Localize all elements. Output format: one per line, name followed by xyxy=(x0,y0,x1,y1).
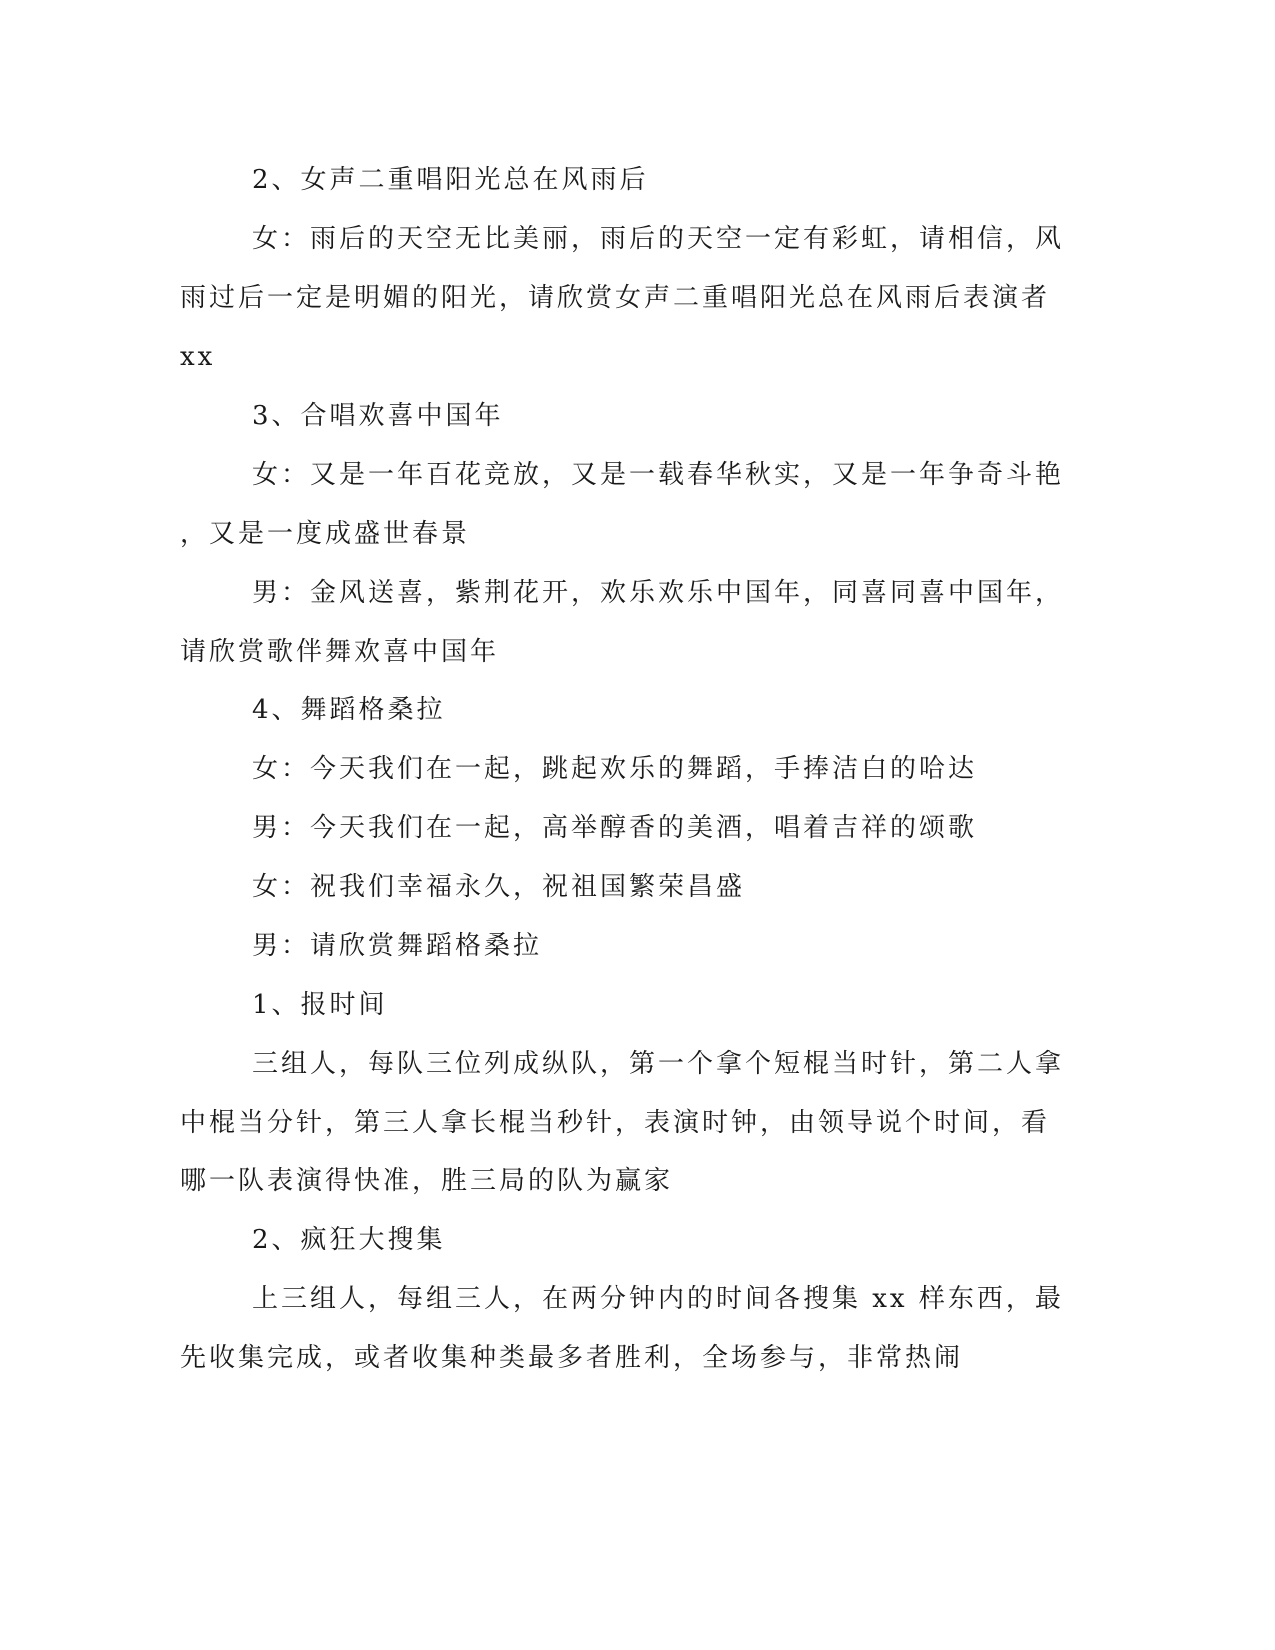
heading-item-1-time: 1、报时间 xyxy=(252,990,388,1020)
paragraph-line: ，又是一度成盛世春景 xyxy=(180,519,471,549)
paragraph-line: 男：请欣赏舞蹈格桑拉 xyxy=(252,931,543,961)
heading-item-2-duet: 2、女声二重唱阳光总在风雨后 xyxy=(252,165,649,195)
paragraph-line: 女：雨后的天空无比美丽，雨后的天空一定有彩虹，请相信，风 xyxy=(252,224,1065,254)
paragraph-line: 哪一队表演得快准，胜三局的队为赢家 xyxy=(180,1166,674,1196)
heading-item-2-collect: 2、疯狂大搜集 xyxy=(252,1225,446,1255)
paragraph-line: 雨过后一定是明媚的阳光，请欣赏女声二重唱阳光总在风雨后表演者 xyxy=(180,283,1051,313)
paragraph-line: 三组人，每队三位列成纵队，第一个拿个短棍当时针，第二人拿 xyxy=(252,1049,1065,1079)
paragraph-line: 女：今天我们在一起，跳起欢乐的舞蹈，手捧洁白的哈达 xyxy=(252,754,978,784)
paragraph-line: 请欣赏歌伴舞欢喜中国年 xyxy=(180,637,500,667)
paragraph-line: xx xyxy=(180,342,216,372)
paragraph-line: 男：金风送喜，紫荆花开，欢乐欢乐中国年，同喜同喜中国年， xyxy=(252,578,1065,608)
paragraph-line: 男：今天我们在一起，高举醇香的美酒，唱着吉祥的颂歌 xyxy=(252,813,978,843)
paragraph-line: 先收集完成，或者收集种类最多者胜利，全场参与，非常热闹 xyxy=(180,1343,964,1373)
paragraph-line: 女：又是一年百花竞放，又是一载春华秋实，又是一年争奇斗艳 xyxy=(252,460,1065,490)
heading-item-4-dance: 4、舞蹈格桑拉 xyxy=(252,695,446,725)
paragraph-line: 上三组人，每组三人，在两分钟内的时间各搜集 xx 样东西，最 xyxy=(252,1284,1064,1314)
paragraph-line: 中棍当分针，第三人拿长棍当秒针，表演时钟，由领导说个时间，看 xyxy=(180,1108,1051,1138)
paragraph-line: 女：祝我们幸福永久，祝祖国繁荣昌盛 xyxy=(252,872,746,902)
heading-item-3-chorus: 3、合唱欢喜中国年 xyxy=(252,401,504,431)
